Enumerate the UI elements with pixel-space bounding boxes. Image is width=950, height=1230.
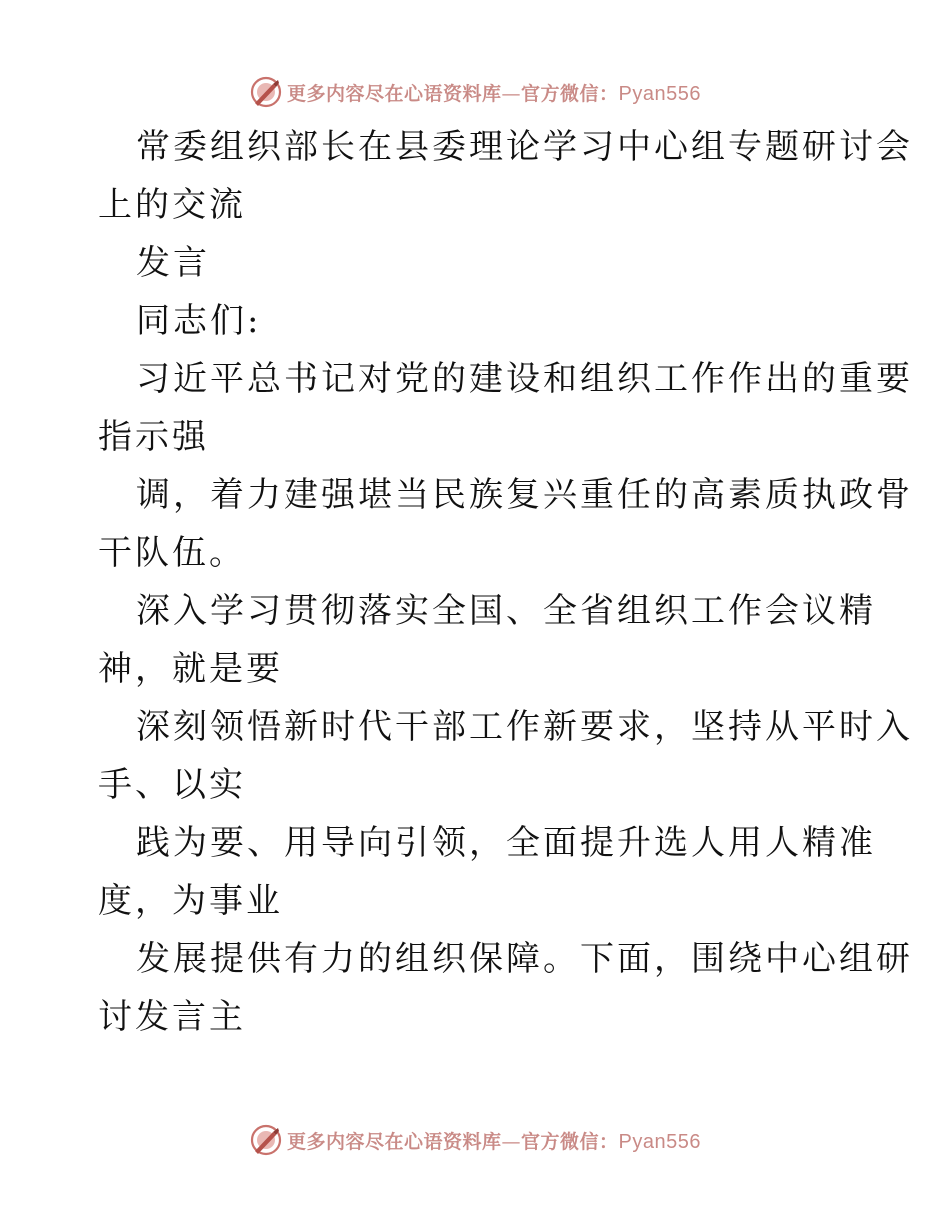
watermark-text: 更多内容尽在心语资料库—官方微信：Pyan556 bbox=[287, 1130, 701, 1153]
text-line: 发展提供有力的组织保障。下面，围绕中心组研 bbox=[136, 939, 913, 979]
text-line: 发言 bbox=[136, 243, 210, 283]
text-line: 讨发言主 bbox=[98, 997, 246, 1037]
pen-logo-icon bbox=[249, 1123, 283, 1157]
document-body bbox=[98, 118, 913, 1046]
footer-watermark bbox=[0, 1120, 950, 1160]
watermark-text: 更多内容尽在心语资料库—官方微信：Pyan556 bbox=[287, 82, 701, 105]
text-line: 深刻领悟新时代干部工作新要求，坚持从平时入 bbox=[136, 707, 913, 747]
text-line: 深入学习贯彻落实全国、全省组织工作会议精 bbox=[136, 591, 876, 631]
text-line: 常委组织部长在县委理论学习中心组专题研讨会 bbox=[136, 127, 913, 167]
text-line: 践为要、用导向引领，全面提升选人用人精准 bbox=[136, 823, 876, 863]
text-line: 上的交流 bbox=[98, 185, 246, 225]
header-watermark bbox=[0, 72, 950, 112]
text-line: 指示强 bbox=[98, 417, 209, 457]
text-line: 手、以实 bbox=[98, 765, 246, 805]
pen-logo-icon bbox=[249, 75, 283, 109]
text-line: 同志们: bbox=[136, 301, 262, 341]
text-line: 调，着力建强堪当民族复兴重任的高素质执政骨 bbox=[136, 475, 913, 515]
text-line: 度，为事业 bbox=[98, 881, 283, 921]
text-line: 习近平总书记对党的建设和组织工作作出的重要 bbox=[136, 359, 913, 399]
text-line: 干队伍。 bbox=[98, 533, 246, 573]
text-line: 神，就是要 bbox=[98, 649, 283, 689]
